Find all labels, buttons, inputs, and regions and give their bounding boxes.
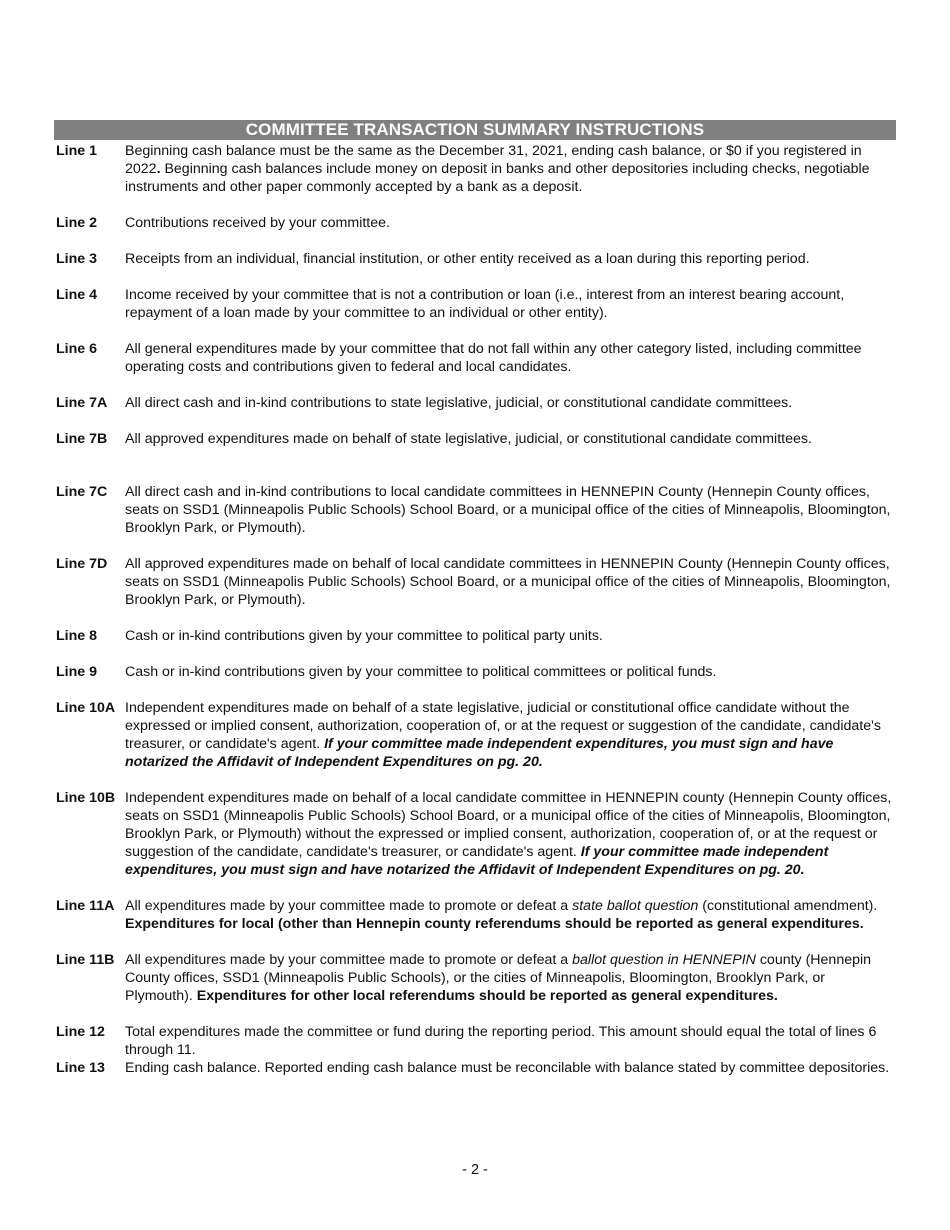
line-description: Beginning cash balance must be the same as the December 31, 2021, ending cash balance, or $0 if you registered in 2022. Beginning cash balances include money on deposit in banks and other depositories including checks, negotiable instruments and other paper commonly accepted by a bank as a deposit. — [125, 143, 870, 195]
line-6-row — [54, 340, 896, 376]
line-label: Line 6 — [56, 341, 97, 357]
line-description: Independent expenditures made on behalf of a state legislative, judicial or constitutional office candidate without the expressed or implied consent, authorization, cooperation of, or at the request or suggestion of the candidate, candidate's treasurer, or candidate's agent. If your committee made independent expenditures, you must sign and have notarized the Affidavit of Independent Expenditures on pg. 20. — [125, 700, 881, 770]
line-3-row — [54, 250, 896, 268]
line-description: Cash or in-kind contributions given by your committee to political party units. — [125, 628, 603, 644]
referendum-note: Expenditures for local (other than Hennepin county referendums should be reported as general expenditures. — [125, 916, 864, 932]
line-description: Cash or in-kind contributions given by your committee to political committees or political funds. — [125, 664, 717, 680]
line-description: All direct cash and in-kind contributions to local candidate committees in HENNEPIN County (Hennepin County offices, seats on SSD1 (Minneapolis Public Schools) School Board, or a municipal office of the cities of Minneapolis, Bloomington, Brooklyn Park, or Plymouth). — [125, 484, 891, 536]
line-label: Line 7B — [56, 431, 108, 447]
line-label: Line 11B — [56, 952, 115, 968]
line-description: All general expenditures made by your committee that do not fall within any other category listed, including committee operating costs and contributions given to federal and local candidates. — [125, 341, 862, 375]
line-description: All approved expenditures made on behalf of state legislative, judicial, or constitutional candidate committees. — [125, 431, 812, 447]
page-number: - 2 - — [462, 1162, 488, 1178]
line-7c-row — [54, 483, 896, 537]
line-7b-row — [54, 430, 896, 448]
line-label: Line 3 — [56, 251, 97, 267]
line-4-row — [54, 286, 896, 322]
line-label: Line 4 — [56, 287, 97, 303]
referendum-note: Expenditures for other local referendums should be reported as general expenditures. — [196, 988, 778, 1004]
section-title: COMMITTEE TRANSACTION SUMMARY INSTRUCTIONS — [54, 120, 896, 140]
line-description: Receipts from an individual, financial institution, or other entity received as a loan during this reporting period. — [125, 251, 810, 267]
line-7d-row — [54, 555, 896, 609]
line-label: Line 11A — [56, 898, 115, 914]
line-label: Line 2 — [56, 215, 97, 231]
line-11b-row — [54, 951, 896, 1005]
line-description: All direct cash and in-kind contributions to state legislative, judicial, or constitutional candidate committees. — [125, 395, 793, 411]
line-description: Income received by your committee that is not a contribution or loan (i.e., interest from an interest bearing account, repayment of a loan made by your committee to an individual or other entity). — [125, 287, 845, 321]
line-12-row — [54, 1023, 896, 1059]
line-label: Line 7A — [56, 395, 108, 411]
line-description: All approved expenditures made on behalf of local candidate committees in HENNEPIN County (Hennepin County offices, seats on SSD1 (Minneapolis Public Schools) School Board, or a municipal office of the cities of Minneapolis, Bloomington, Brooklyn Park, or Plymouth). — [125, 556, 891, 608]
line-1-row — [54, 142, 896, 196]
line-11a-row — [54, 897, 896, 933]
line-8-row — [54, 627, 896, 645]
line-10b-row — [54, 789, 896, 879]
affidavit-note: If your committee made independent expenditures, you must sign and have notarized the Affidavit of Independent Expenditures on pg. 20. — [125, 736, 834, 770]
line-label: Line 13 — [56, 1060, 105, 1076]
line-label: Line 7D — [56, 556, 108, 572]
line-description: Ending cash balance. Reported ending cash balance must be reconcilable with balance stated by committee depositories. — [125, 1060, 890, 1076]
affidavit-note: If your committee made independent expenditures, you must sign and have notarized the Affidavit of Independent Expenditures on pg. 20. — [125, 844, 829, 878]
line-label: Line 1 — [56, 143, 97, 159]
line-2-row — [54, 214, 896, 232]
line-label: Line 7C — [56, 484, 108, 500]
line-13-row — [54, 1059, 896, 1077]
line-label: Line 8 — [56, 628, 97, 644]
line-label: Line 9 — [56, 664, 97, 680]
line-description: All expenditures made by your committee made to promote or defeat a state ballot question (constitutional amendment). Expenditures for local (other than Hennepin county referendums should be reported as general expenditures. — [125, 898, 878, 932]
line-9-row — [54, 663, 896, 681]
line-description: All expenditures made by your committee made to promote or defeat a ballot question in HENNEPIN county (Hennepin County offices, SSD1 (Minneapolis Public Schools), or the cities of Minneapolis, Bloomington, Brooklyn Park, or Plymouth). Expenditures for other local referendums should be reported as general expenditures. — [125, 952, 872, 1004]
line-description: Independent expenditures made on behalf of a local candidate committee in HENNEPIN county (Hennepin County offices, seats on SSD1 (Minneapolis Public Schools) School Board, or a municipal office of the cities of Minneapolis, Bloomington, Brooklyn Park, or Plymouth) without the expressed or implied consent, authorization, cooperation of, or at the request or suggestion of the candidate, candidate's treasurer, or candidate's agent. If your committee made independent expenditures, you must sign and have notarized the Affidavit of Independent Expenditures on pg. 20. — [125, 790, 892, 878]
line-10a-row — [54, 699, 896, 771]
line-description: Total expenditures made the committee or fund during the reporting period. This amount should equal the total of lines 6 through 11. — [125, 1024, 877, 1058]
line-description: Contributions received by your committee. — [125, 215, 390, 231]
instructions-page — [54, 120, 896, 1077]
line-label: Line 10A — [56, 700, 116, 716]
line-label: Line 12 — [56, 1024, 105, 1040]
line-label: Line 10B — [56, 790, 116, 806]
line-7a-row — [54, 394, 896, 412]
